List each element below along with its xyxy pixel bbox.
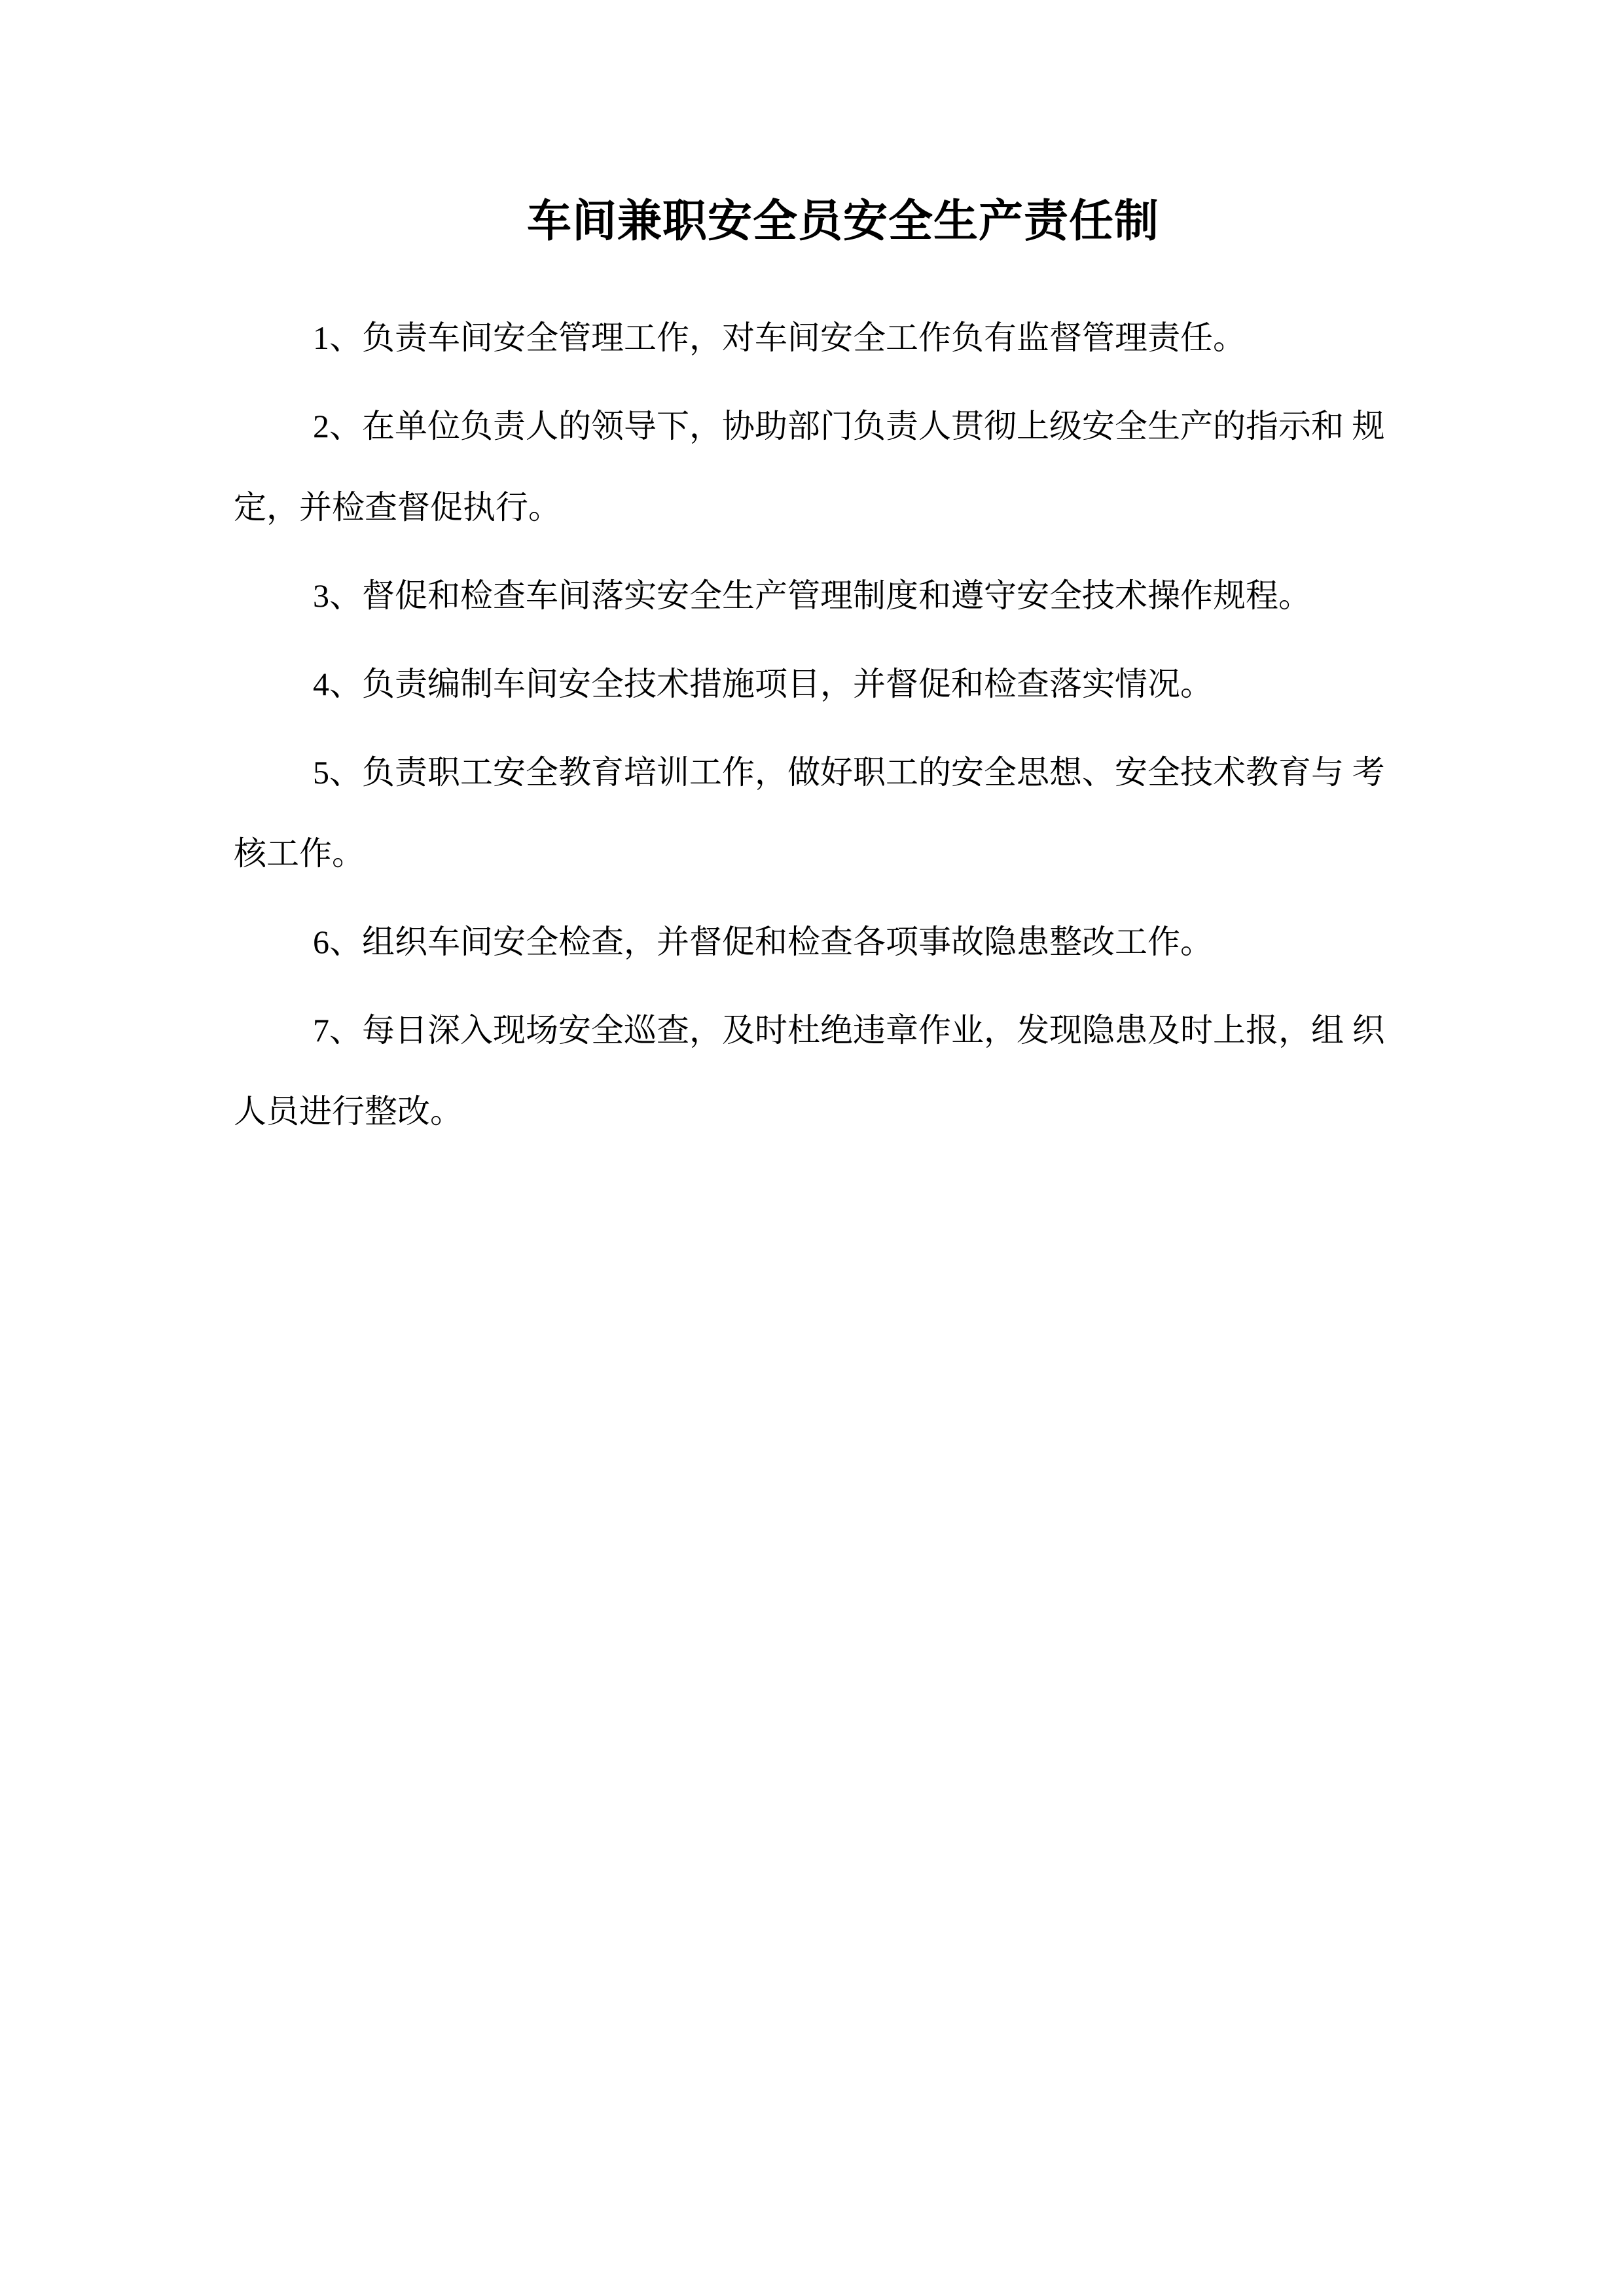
paragraph-7-line-1: 7、每日深入现场安全巡查，及时杜绝违章作业，发现隐患及时上报，组 织 <box>313 1012 1385 1049</box>
document-title: 车间兼职安全员安全生产责任制 <box>526 196 1159 246</box>
paragraph-7-line-2: 人员进行整改。 <box>234 1093 463 1130</box>
paragraph-2 <box>234 386 1392 548</box>
paragraph-3-line-1: 3、督促和检查车间落实安全生产管理制度和遵守安全技术操作规程。 <box>313 577 1311 614</box>
paragraph-4-line-1: 4、负责编制车间安全技术措施项目，并督促和检查落实情况。 <box>313 666 1213 702</box>
paragraph-3 <box>234 555 1392 636</box>
paragraph-1 <box>234 297 1392 378</box>
paragraph-4 <box>234 643 1392 725</box>
document-content <box>234 188 1392 1159</box>
paragraph-6-line-1: 6、组织车间安全检查，并督促和检查各项事故隐患整改工作。 <box>313 924 1213 960</box>
paragraph-6 <box>234 901 1392 982</box>
paragraph-2-line-1: 2、在单位负责人的领导下，协助部门负责人贯彻上级安全生产的指示和 规 <box>313 408 1385 444</box>
paragraph-2-line-2: 定，并检查督促执行。 <box>234 489 561 526</box>
paragraph-7 <box>234 990 1392 1152</box>
paragraph-1-line-1: 1、负责车间安全管理工作，对车间安全工作负有监督管理责任。 <box>313 319 1246 356</box>
paragraph-5-line-1: 5、负责职工安全教育培训工作，做好职工的安全思想、安全技术教育与 考 <box>313 754 1385 791</box>
paragraph-5-line-2: 核工作。 <box>234 835 365 872</box>
paragraph-5 <box>234 732 1392 894</box>
